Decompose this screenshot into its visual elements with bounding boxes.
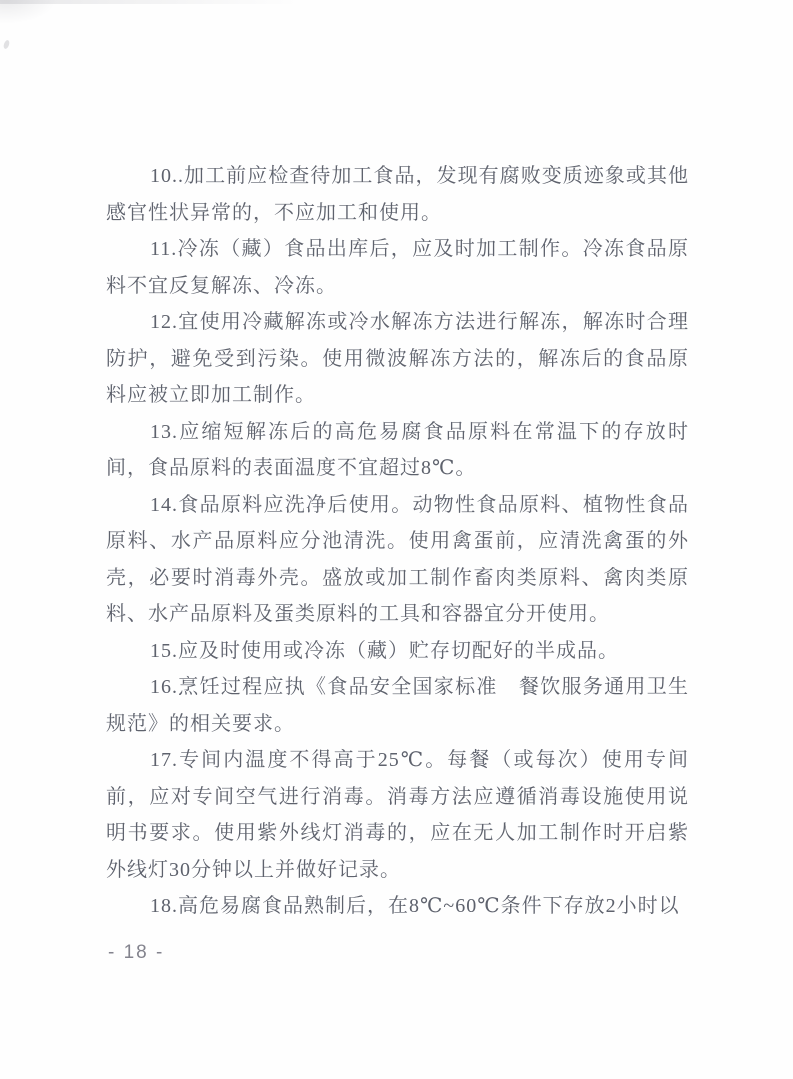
page-number: - 18 -	[108, 942, 165, 963]
paragraph-item-16: 16.烹饪过程应执《食品安全国家标准 餐饮服务通用卫生规范》的相关要求。	[106, 676, 689, 735]
document-body	[106, 158, 689, 925]
scan-artifact-speck	[3, 39, 11, 49]
paragraph-item-10: 10..加工前应检查待加工食品，发现有腐败变质迹象或其他感官性状异常的，不应加工和使用。	[106, 165, 689, 224]
paragraph-item-15: 15.应及时使用或冷冻（藏）贮存切配好的半成品。	[150, 639, 619, 662]
paragraph-item-14: 14.食品原料应洗净后使用。动物性食品原料、植物性食品原料、水产品原料应分池清洗。使用禽蛋前，应清洗禽蛋的外壳，必要时消毒外壳。盛放或加工制作畜肉类原料、禽肉类原料、水产品原料及蛋类原料的工具和容器宜分开使用。	[106, 493, 689, 625]
paragraph-item-13: 13.应缩短解冻后的高危易腐食品原料在常温下的存放时间，食品原料的表面温度不宜超过8℃。	[106, 420, 689, 479]
paragraph-item-17: 17.专间内温度不得高于25℃。每餐（或每次）使用专间前，应对专间空气进行消毒。消毒方法应遵循消毒设施使用说明书要求。使用紫外线灯消毒的，应在无人加工制作时开启紫外线灯30分钟以上并做好记录。	[106, 749, 689, 881]
scan-artifact-top-edge	[0, 0, 300, 4]
paragraph-item-11: 11.冷冻（藏）食品出库后，应及时加工制作。冷冻食品原料不宜反复解冻、冷冻。	[106, 238, 689, 297]
scan-artifact-corner-smudge	[0, 0, 56, 24]
paragraph-item-12: 12.宜使用冷藏解冻或冷水解冻方法进行解冻，解冻时合理防护，避免受到污染。使用微波解冻方法的，解冻后的食品原料应被立即加工制作。	[106, 311, 689, 406]
paragraph-item-18: 18.高危易腐食品熟制后，在8℃~60℃条件下存放2小时以	[150, 895, 680, 917]
